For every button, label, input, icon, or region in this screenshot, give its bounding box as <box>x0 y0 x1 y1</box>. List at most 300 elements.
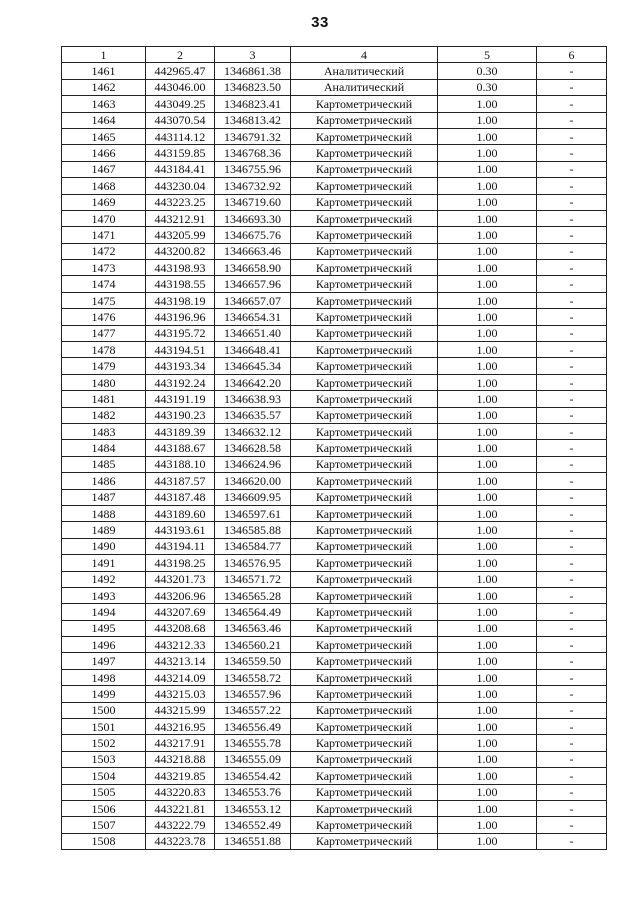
point-number-cell: 1493 <box>62 587 146 603</box>
note-cell: - <box>537 128 607 144</box>
accuracy-cell: 1.00 <box>438 604 537 620</box>
point-number-cell: 1498 <box>62 669 146 685</box>
method-cell: Аналитический <box>291 63 438 79</box>
y-coordinate-cell: 1346597.61 <box>215 505 291 521</box>
point-number-cell: 1494 <box>62 604 146 620</box>
note-cell: - <box>537 456 607 472</box>
note-cell: - <box>537 79 607 95</box>
method-cell: Картометрический <box>291 505 438 521</box>
y-coordinate-cell: 1346555.09 <box>215 751 291 767</box>
method-cell: Картометрический <box>291 128 438 144</box>
table-row <box>62 178 607 194</box>
y-coordinate-cell: 1346553.12 <box>215 800 291 816</box>
table-row <box>62 669 607 685</box>
accuracy-cell: 1.00 <box>438 751 537 767</box>
x-coordinate-cell: 443221.81 <box>146 800 215 816</box>
accuracy-cell: 1.00 <box>438 833 537 849</box>
x-coordinate-cell: 443208.68 <box>146 620 215 636</box>
note-cell: - <box>537 669 607 685</box>
x-coordinate-cell: 443230.04 <box>146 178 215 194</box>
x-coordinate-cell: 443190.23 <box>146 407 215 423</box>
accuracy-cell: 1.00 <box>438 112 537 128</box>
table-row <box>62 112 607 128</box>
accuracy-cell: 1.00 <box>438 342 537 358</box>
accuracy-cell: 1.00 <box>438 292 537 308</box>
column-header-5: 5 <box>438 47 537 63</box>
x-coordinate-cell: 443207.69 <box>146 604 215 620</box>
y-coordinate-cell: 1346560.21 <box>215 637 291 653</box>
note-cell: - <box>537 178 607 194</box>
note-cell: - <box>537 194 607 210</box>
accuracy-cell: 1.00 <box>438 210 537 226</box>
y-coordinate-cell: 1346558.72 <box>215 669 291 685</box>
method-cell: Картометрический <box>291 620 438 636</box>
point-number-cell: 1464 <box>62 112 146 128</box>
y-coordinate-cell: 1346551.88 <box>215 833 291 849</box>
note-cell: - <box>537 522 607 538</box>
x-coordinate-cell: 443223.25 <box>146 194 215 210</box>
note-cell: - <box>537 620 607 636</box>
table-row <box>62 260 607 276</box>
y-coordinate-cell: 1346559.50 <box>215 653 291 669</box>
y-coordinate-cell: 1346609.95 <box>215 489 291 505</box>
x-coordinate-cell: 443213.14 <box>146 653 215 669</box>
x-coordinate-cell: 443196.96 <box>146 309 215 325</box>
x-coordinate-cell: 442965.47 <box>146 63 215 79</box>
note-cell: - <box>537 374 607 390</box>
method-cell: Картометрический <box>291 112 438 128</box>
accuracy-cell: 1.00 <box>438 768 537 784</box>
header-row <box>62 47 607 63</box>
note-cell: - <box>537 260 607 276</box>
accuracy-cell: 1.00 <box>438 587 537 603</box>
x-coordinate-cell: 443184.41 <box>146 161 215 177</box>
point-number-cell: 1500 <box>62 702 146 718</box>
x-coordinate-cell: 443198.55 <box>146 276 215 292</box>
point-number-cell: 1473 <box>62 260 146 276</box>
y-coordinate-cell: 1346732.92 <box>215 178 291 194</box>
table-row <box>62 489 607 505</box>
table-row <box>62 407 607 423</box>
note-cell: - <box>537 768 607 784</box>
x-coordinate-cell: 443189.60 <box>146 505 215 521</box>
note-cell: - <box>537 391 607 407</box>
table-row <box>62 719 607 735</box>
y-coordinate-cell: 1346791.32 <box>215 128 291 144</box>
method-cell: Картометрический <box>291 637 438 653</box>
accuracy-cell: 1.00 <box>438 440 537 456</box>
table-row <box>62 784 607 800</box>
method-cell: Картометрический <box>291 800 438 816</box>
point-number-cell: 1462 <box>62 79 146 95</box>
y-coordinate-cell: 1346861.38 <box>215 63 291 79</box>
y-coordinate-cell: 1346557.96 <box>215 686 291 702</box>
accuracy-cell: 1.00 <box>438 702 537 718</box>
table-row <box>62 194 607 210</box>
accuracy-cell: 1.00 <box>438 522 537 538</box>
method-cell: Картометрический <box>291 407 438 423</box>
x-coordinate-cell: 443159.85 <box>146 145 215 161</box>
point-number-cell: 1506 <box>62 800 146 816</box>
point-number-cell: 1465 <box>62 128 146 144</box>
accuracy-cell: 1.00 <box>438 800 537 816</box>
method-cell: Картометрический <box>291 227 438 243</box>
method-cell: Картометрический <box>291 423 438 439</box>
point-number-cell: 1481 <box>62 391 146 407</box>
method-cell: Картометрический <box>291 538 438 554</box>
y-coordinate-cell: 1346624.96 <box>215 456 291 472</box>
y-coordinate-cell: 1346648.41 <box>215 342 291 358</box>
table-row <box>62 276 607 292</box>
note-cell: - <box>537 587 607 603</box>
method-cell: Картометрический <box>291 587 438 603</box>
point-number-cell: 1503 <box>62 751 146 767</box>
table-row <box>62 833 607 849</box>
x-coordinate-cell: 443192.24 <box>146 374 215 390</box>
note-cell: - <box>537 112 607 128</box>
x-coordinate-cell: 443206.96 <box>146 587 215 603</box>
point-number-cell: 1474 <box>62 276 146 292</box>
note-cell: - <box>537 784 607 800</box>
method-cell: Картометрический <box>291 456 438 472</box>
method-cell: Картометрический <box>291 260 438 276</box>
note-cell: - <box>537 800 607 816</box>
y-coordinate-cell: 1346557.22 <box>215 702 291 718</box>
method-cell: Картометрический <box>291 735 438 751</box>
accuracy-cell: 1.00 <box>438 309 537 325</box>
note-cell: - <box>537 686 607 702</box>
method-cell: Картометрический <box>291 768 438 784</box>
x-coordinate-cell: 443191.19 <box>146 391 215 407</box>
table-row <box>62 456 607 472</box>
x-coordinate-cell: 443218.88 <box>146 751 215 767</box>
accuracy-cell: 0.30 <box>438 79 537 95</box>
method-cell: Картометрический <box>291 489 438 505</box>
note-cell: - <box>537 276 607 292</box>
table-row <box>62 637 607 653</box>
table-row <box>62 374 607 390</box>
accuracy-cell: 1.00 <box>438 325 537 341</box>
table-row <box>62 538 607 554</box>
table-row <box>62 292 607 308</box>
table-row <box>62 96 607 112</box>
x-coordinate-cell: 443215.03 <box>146 686 215 702</box>
point-number-cell: 1475 <box>62 292 146 308</box>
point-number-cell: 1488 <box>62 505 146 521</box>
note-cell: - <box>537 751 607 767</box>
x-coordinate-cell: 443193.61 <box>146 522 215 538</box>
y-coordinate-cell: 1346554.42 <box>215 768 291 784</box>
y-coordinate-cell: 1346642.20 <box>215 374 291 390</box>
note-cell: - <box>537 505 607 521</box>
x-coordinate-cell: 443195.72 <box>146 325 215 341</box>
y-coordinate-cell: 1346585.88 <box>215 522 291 538</box>
y-coordinate-cell: 1346675.76 <box>215 227 291 243</box>
table-row <box>62 735 607 751</box>
x-coordinate-cell: 443198.19 <box>146 292 215 308</box>
y-coordinate-cell: 1346654.31 <box>215 309 291 325</box>
point-number-cell: 1470 <box>62 210 146 226</box>
table-row <box>62 79 607 95</box>
x-coordinate-cell: 443070.54 <box>146 112 215 128</box>
method-cell: Картометрический <box>291 604 438 620</box>
note-cell: - <box>537 243 607 259</box>
note-cell: - <box>537 702 607 718</box>
note-cell: - <box>537 473 607 489</box>
y-coordinate-cell: 1346635.57 <box>215 407 291 423</box>
table-row <box>62 604 607 620</box>
x-coordinate-cell: 443114.12 <box>146 128 215 144</box>
accuracy-cell: 1.00 <box>438 407 537 423</box>
point-number-cell: 1507 <box>62 817 146 833</box>
accuracy-cell: 1.00 <box>438 456 537 472</box>
y-coordinate-cell: 1346564.49 <box>215 604 291 620</box>
x-coordinate-cell: 443201.73 <box>146 571 215 587</box>
x-coordinate-cell: 443187.57 <box>146 473 215 489</box>
method-cell: Картометрический <box>291 391 438 407</box>
table-row <box>62 555 607 571</box>
method-cell: Картометрический <box>291 669 438 685</box>
y-coordinate-cell: 1346565.28 <box>215 587 291 603</box>
method-cell: Картометрический <box>291 719 438 735</box>
x-coordinate-cell: 443200.82 <box>146 243 215 259</box>
page-number: 33 <box>311 14 329 31</box>
method-cell: Картометрический <box>291 325 438 341</box>
y-coordinate-cell: 1346638.93 <box>215 391 291 407</box>
accuracy-cell: 1.00 <box>438 817 537 833</box>
point-number-cell: 1480 <box>62 374 146 390</box>
point-number-cell: 1505 <box>62 784 146 800</box>
x-coordinate-cell: 443049.25 <box>146 96 215 112</box>
accuracy-cell: 1.00 <box>438 620 537 636</box>
accuracy-cell: 1.00 <box>438 178 537 194</box>
note-cell: - <box>537 210 607 226</box>
table-row <box>62 309 607 325</box>
point-number-cell: 1463 <box>62 96 146 112</box>
point-number-cell: 1487 <box>62 489 146 505</box>
method-cell: Картометрический <box>291 309 438 325</box>
point-number-cell: 1508 <box>62 833 146 849</box>
y-coordinate-cell: 1346823.41 <box>215 96 291 112</box>
y-coordinate-cell: 1346657.96 <box>215 276 291 292</box>
accuracy-cell: 1.00 <box>438 96 537 112</box>
point-number-cell: 1502 <box>62 735 146 751</box>
note-cell: - <box>537 719 607 735</box>
table-body <box>62 63 607 850</box>
accuracy-cell: 1.00 <box>438 473 537 489</box>
accuracy-cell: 1.00 <box>438 653 537 669</box>
point-number-cell: 1476 <box>62 309 146 325</box>
table-row <box>62 800 607 816</box>
accuracy-cell: 1.00 <box>438 571 537 587</box>
y-coordinate-cell: 1346823.50 <box>215 79 291 95</box>
point-number-cell: 1504 <box>62 768 146 784</box>
y-coordinate-cell: 1346552.49 <box>215 817 291 833</box>
y-coordinate-cell: 1346553.76 <box>215 784 291 800</box>
note-cell: - <box>537 309 607 325</box>
table-row <box>62 702 607 718</box>
method-cell: Картометрический <box>291 96 438 112</box>
y-coordinate-cell: 1346768.36 <box>215 145 291 161</box>
table-row <box>62 620 607 636</box>
table-header <box>62 47 607 63</box>
accuracy-cell: 1.00 <box>438 358 537 374</box>
y-coordinate-cell: 1346693.30 <box>215 210 291 226</box>
accuracy-cell: 1.00 <box>438 489 537 505</box>
x-coordinate-cell: 443214.09 <box>146 669 215 685</box>
x-coordinate-cell: 443222.79 <box>146 817 215 833</box>
accuracy-cell: 0.30 <box>438 63 537 79</box>
x-coordinate-cell: 443198.93 <box>146 260 215 276</box>
method-cell: Картометрический <box>291 243 438 259</box>
table-row <box>62 522 607 538</box>
point-number-cell: 1479 <box>62 358 146 374</box>
y-coordinate-cell: 1346645.34 <box>215 358 291 374</box>
y-coordinate-cell: 1346663.46 <box>215 243 291 259</box>
table-row <box>62 473 607 489</box>
accuracy-cell: 1.00 <box>438 784 537 800</box>
point-number-cell: 1466 <box>62 145 146 161</box>
y-coordinate-cell: 1346658.90 <box>215 260 291 276</box>
method-cell: Картометрический <box>291 653 438 669</box>
accuracy-cell: 1.00 <box>438 145 537 161</box>
point-number-cell: 1482 <box>62 407 146 423</box>
method-cell: Картометрический <box>291 784 438 800</box>
note-cell: - <box>537 325 607 341</box>
method-cell: Картометрический <box>291 440 438 456</box>
method-cell: Картометрический <box>291 292 438 308</box>
y-coordinate-cell: 1346813.42 <box>215 112 291 128</box>
note-cell: - <box>537 407 607 423</box>
note-cell: - <box>537 604 607 620</box>
table-row <box>62 227 607 243</box>
x-coordinate-cell: 443193.34 <box>146 358 215 374</box>
y-coordinate-cell: 1346556.49 <box>215 719 291 735</box>
point-number-cell: 1468 <box>62 178 146 194</box>
y-coordinate-cell: 1346620.00 <box>215 473 291 489</box>
method-cell: Картометрический <box>291 276 438 292</box>
table-row <box>62 440 607 456</box>
x-coordinate-cell: 443216.95 <box>146 719 215 735</box>
accuracy-cell: 1.00 <box>438 374 537 390</box>
accuracy-cell: 1.00 <box>438 423 537 439</box>
point-number-cell: 1485 <box>62 456 146 472</box>
table-row <box>62 342 607 358</box>
note-cell: - <box>537 833 607 849</box>
x-coordinate-cell: 443212.91 <box>146 210 215 226</box>
y-coordinate-cell: 1346719.60 <box>215 194 291 210</box>
point-number-cell: 1489 <box>62 522 146 538</box>
x-coordinate-cell: 443188.10 <box>146 456 215 472</box>
method-cell: Картометрический <box>291 686 438 702</box>
table-row <box>62 391 607 407</box>
note-cell: - <box>537 292 607 308</box>
note-cell: - <box>537 227 607 243</box>
table-row <box>62 751 607 767</box>
note-cell: - <box>537 96 607 112</box>
table-row <box>62 161 607 177</box>
x-coordinate-cell: 443223.78 <box>146 833 215 849</box>
column-header-4: 4 <box>291 47 438 63</box>
point-number-cell: 1467 <box>62 161 146 177</box>
point-number-cell: 1472 <box>62 243 146 259</box>
accuracy-cell: 1.00 <box>438 719 537 735</box>
note-cell: - <box>537 145 607 161</box>
note-cell: - <box>537 423 607 439</box>
accuracy-cell: 1.00 <box>438 276 537 292</box>
point-number-cell: 1492 <box>62 571 146 587</box>
table-row <box>62 145 607 161</box>
method-cell: Картометрический <box>291 751 438 767</box>
table-row <box>62 505 607 521</box>
column-header-1: 1 <box>62 47 146 63</box>
point-number-cell: 1477 <box>62 325 146 341</box>
column-header-2: 2 <box>146 47 215 63</box>
method-cell: Картометрический <box>291 555 438 571</box>
accuracy-cell: 1.00 <box>438 243 537 259</box>
x-coordinate-cell: 443205.99 <box>146 227 215 243</box>
point-number-cell: 1461 <box>62 63 146 79</box>
table-row <box>62 571 607 587</box>
x-coordinate-cell: 443189.39 <box>146 423 215 439</box>
note-cell: - <box>537 342 607 358</box>
accuracy-cell: 1.00 <box>438 161 537 177</box>
x-coordinate-cell: 443198.25 <box>146 555 215 571</box>
point-number-cell: 1495 <box>62 620 146 636</box>
point-number-cell: 1478 <box>62 342 146 358</box>
accuracy-cell: 1.00 <box>438 686 537 702</box>
x-coordinate-cell: 443212.33 <box>146 637 215 653</box>
accuracy-cell: 1.00 <box>438 555 537 571</box>
x-coordinate-cell: 443194.11 <box>146 538 215 554</box>
table-row <box>62 325 607 341</box>
point-number-cell: 1491 <box>62 555 146 571</box>
point-number-cell: 1497 <box>62 653 146 669</box>
accuracy-cell: 1.00 <box>438 128 537 144</box>
y-coordinate-cell: 1346555.78 <box>215 735 291 751</box>
accuracy-cell: 1.00 <box>438 194 537 210</box>
point-number-cell: 1469 <box>62 194 146 210</box>
table-row <box>62 768 607 784</box>
table-row <box>62 243 607 259</box>
note-cell: - <box>537 489 607 505</box>
table-row <box>62 817 607 833</box>
table-row <box>62 423 607 439</box>
method-cell: Аналитический <box>291 79 438 95</box>
method-cell: Картометрический <box>291 571 438 587</box>
method-cell: Картометрический <box>291 194 438 210</box>
note-cell: - <box>537 440 607 456</box>
y-coordinate-cell: 1346657.07 <box>215 292 291 308</box>
method-cell: Картометрический <box>291 833 438 849</box>
note-cell: - <box>537 538 607 554</box>
note-cell: - <box>537 653 607 669</box>
y-coordinate-cell: 1346571.72 <box>215 571 291 587</box>
note-cell: - <box>537 358 607 374</box>
method-cell: Картометрический <box>291 161 438 177</box>
table-row <box>62 210 607 226</box>
y-coordinate-cell: 1346628.58 <box>215 440 291 456</box>
accuracy-cell: 1.00 <box>438 391 537 407</box>
x-coordinate-cell: 443046.00 <box>146 79 215 95</box>
method-cell: Картометрический <box>291 145 438 161</box>
method-cell: Картометрический <box>291 358 438 374</box>
note-cell: - <box>537 161 607 177</box>
note-cell: - <box>537 817 607 833</box>
method-cell: Картометрический <box>291 210 438 226</box>
x-coordinate-cell: 443220.83 <box>146 784 215 800</box>
point-number-cell: 1496 <box>62 637 146 653</box>
